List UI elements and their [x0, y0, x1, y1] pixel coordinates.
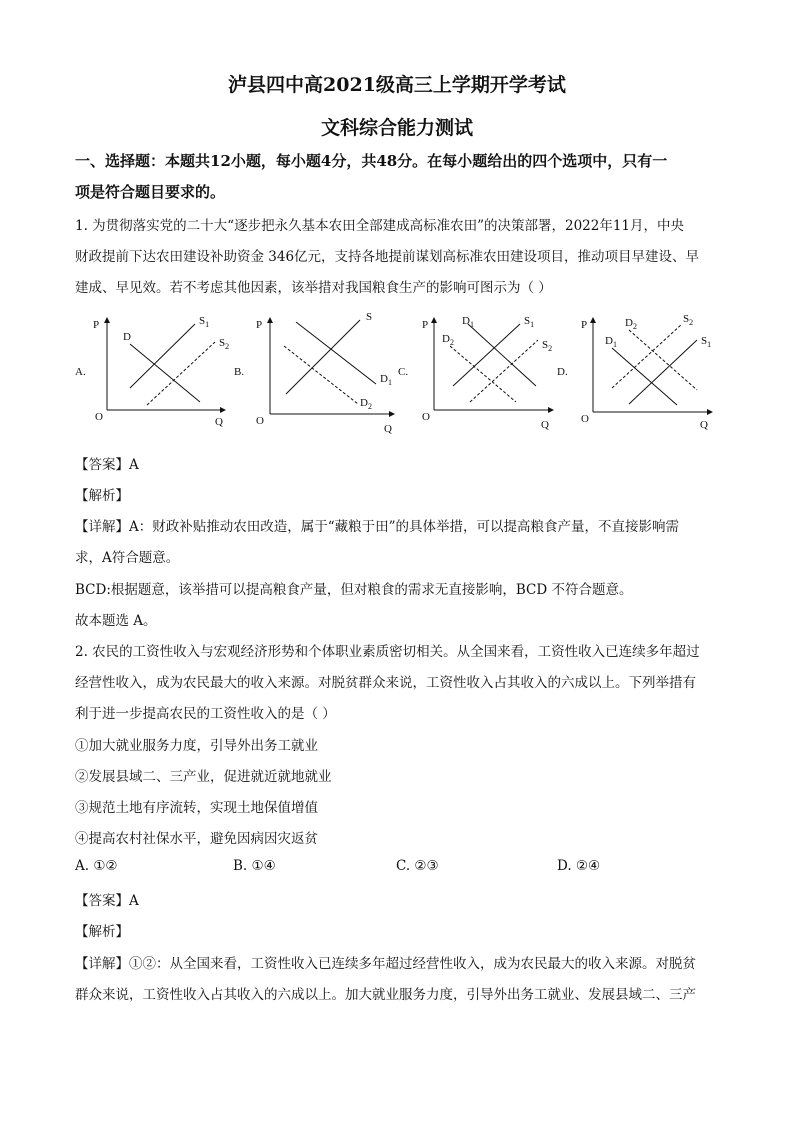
page-title: 泸县四中高2021级高三上学期开学考试	[228, 74, 566, 96]
q2-detail-line2: 群众来说，工资性收入占其收入的六成以上。加大就业服务力度，引导外出务工就业、发展县域二、三产	[75, 987, 696, 1003]
axis-q: Q	[541, 419, 549, 431]
axis-p: P	[93, 319, 100, 331]
q2-line3: 利于进一步提高农民的工资性收入的是（ ）	[75, 706, 336, 722]
q1-line2: 财政提前下达农田建设补助资金 346亿元，支持各地提前谋划高标准农田建设项目，推动项目早建设、早	[75, 249, 700, 265]
section-heading-line1: 一、选择题：本题共12小题，每小题4分，共48分。在每小题给出的四个选项中，只有一	[75, 152, 668, 170]
q2-option-c: C. ②③	[396, 858, 439, 874]
graph-d	[557, 310, 722, 435]
option-letter-d: D.	[557, 366, 568, 378]
option-letter-a: A.	[75, 366, 86, 378]
q1-detail-line4: 故本题选 A。	[75, 613, 157, 629]
label-d2: $D_2$	[442, 333, 454, 347]
q2-option-b: B. ①④	[233, 858, 276, 874]
label-d1: $D_1$	[462, 315, 474, 329]
label-d: D	[123, 331, 131, 343]
label-d1: $D_1$	[380, 373, 392, 387]
supply-curve-s2	[147, 342, 215, 405]
axis-q: Q	[215, 416, 223, 428]
q2-detail-line1: 【详解】①②：从全国来看，工资性收入已连续多年超过经营性收入，成为农民最大的收入来源。对脱贫	[75, 956, 696, 972]
demand-curve-d1	[612, 348, 677, 405]
demand-curve-d1	[468, 324, 536, 386]
q1-detail-line3: BCD:根据题意，该举措可以提高粮食产量，但对粮食的需求无直接影响，BCD 不符合题意。	[75, 582, 633, 598]
axis-o: O	[422, 411, 430, 423]
q1-line1: 1. 为贯彻落实党的二十大“逐步把永久基本农田全部建成高标准农田”的决策部署，2022年11月，中央	[75, 218, 685, 234]
page-subtitle: 文科综合能力测试	[320, 117, 473, 139]
q2-item-4: ④提高农村社保水平，避免因病因灾返贫	[75, 831, 318, 847]
q1-analysis-label: 【解析】	[75, 488, 129, 504]
label-d2: $D_2$	[360, 397, 372, 411]
label-d1: $D_1$	[605, 335, 617, 349]
demand-curve-d2	[284, 346, 358, 404]
axis-p: P	[256, 319, 263, 331]
label-s1: $S_1$	[524, 315, 535, 329]
demand-curve-d2	[450, 346, 516, 402]
label-s2: $S_2$	[219, 337, 230, 351]
axis-q: Q	[700, 419, 708, 431]
axis-q: Q	[384, 423, 392, 435]
q2-answer: 【答案】A	[75, 893, 139, 909]
q2-item-1: ①加大就业服务力度，引导外出务工就业	[75, 738, 318, 754]
q2-option-a: A. ①②	[75, 858, 118, 874]
supply-curve-s1	[130, 324, 195, 388]
graph-b	[234, 310, 404, 440]
axis-o: O	[256, 415, 264, 427]
section-heading-line2: 项是符合题目要求的。	[75, 183, 226, 201]
q2-item-2: ②发展县域二、三产业，促进就近就地就业	[75, 769, 332, 785]
option-letter-b: B.	[234, 366, 245, 378]
q2-line2: 经营性收入，成为农民最大的收入来源。对脱贫群众来说，工资性收入占其收入的六成以上。下列举措有	[75, 675, 696, 691]
graph-a	[75, 310, 235, 435]
label-s1: $S_1$	[199, 315, 210, 329]
option-letter-c: C.	[398, 366, 409, 378]
q1-detail-line2: 求，A符合题意。	[75, 550, 180, 566]
label-s1: $S_1$	[701, 335, 712, 349]
q2-line1: 2. 农民的工资性收入与宏观经济形势和个体职业素质密切相关。从全国来看，工资性收入已连续多年超过	[75, 644, 700, 660]
axis-o: O	[95, 411, 103, 423]
axis-o: O	[581, 413, 589, 425]
q1-detail-line1: 【详解】A：财政补贴推动农田改造，属于“藏粮于田”的具体举措，可以提高粮食产量，不直接影响需	[75, 519, 680, 535]
supply-curve-s	[286, 320, 360, 394]
q2-analysis-label: 【解析】	[75, 924, 129, 940]
demand-curve-d1	[296, 322, 376, 384]
axis-p: P	[422, 319, 429, 331]
q2-item-3: ③规范土地有序流转，实现土地保值增值	[75, 800, 318, 816]
supply-curve-s2	[470, 340, 538, 402]
demand-curve-d	[130, 344, 200, 402]
axis-p: P	[581, 319, 588, 331]
label-s2: $S_2$	[542, 339, 553, 353]
demand-curve-d2	[629, 330, 697, 390]
graph-c	[398, 310, 563, 435]
label-s2: $S_2$	[683, 313, 694, 327]
q1-line3: 建成、早见效。若不考虑其他因素，该举措对我国粮食生产的影响可图示为（ ）	[75, 280, 552, 296]
q1-answer: 【答案】A	[75, 457, 139, 473]
q2-option-d: D. ②④	[557, 858, 601, 874]
label-d2: $D_2$	[625, 317, 637, 331]
label-s: S	[366, 311, 373, 323]
